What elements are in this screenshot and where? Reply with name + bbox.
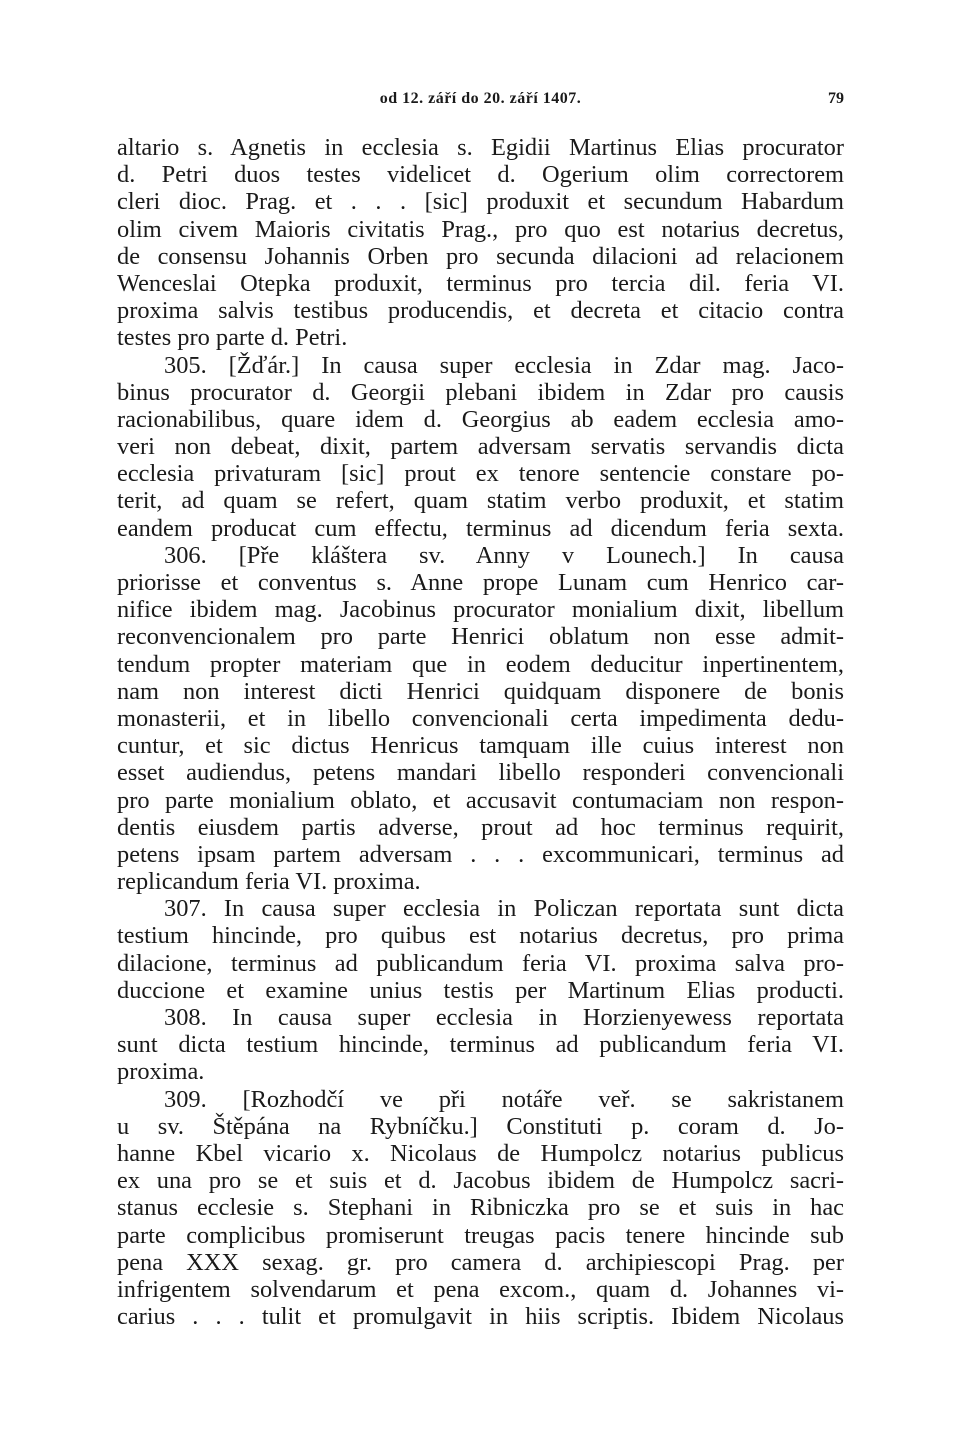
text-line: altario s. Agnetis in ecclesia s. Egidii Martinus Elias procurator [117,134,844,161]
text-line: olim civem Maioris civitatis Prag., pro quo est notarius decretus, [117,215,844,243]
text-line: parte complicibus promiserunt treugas pacis tenere hincinde sub [117,1221,844,1249]
text-line: Wenceslai Otepka produxit, terminus pro tercia dil. feria VI. [117,269,844,297]
text-line: nam non interest dicti Henrici quidquam disponere de bonis [117,677,844,705]
text-line: dentis eiusdem partis adverse, prout ad hoc terminus requirit, [117,813,844,841]
text-line: 305. [Žďár.] In causa super ecclesia in Zdar mag. Jaco- [164,351,844,379]
text-line: hanne Kbel vicario x. Nicolaus de Humpolcz notarius publicus [117,1139,844,1167]
text-line: pena XXX sexag. gr. pro camera d. archipiescopi Prag. per [117,1248,844,1276]
text-line: 306. [Pře kláštera sv. Anny v Lounech.] In causa [164,541,844,569]
text-line: reconvencionalem pro parte Henrici oblatum non esse admit- [117,623,844,651]
running-title: od 12. září do 20. září 1407. [379,90,582,107]
body-text [117,134,844,1330]
text-line: sunt dicta testium hincinde, terminus ad publicandum feria VI. [117,1031,844,1059]
text-line: binus procurator d. Georgii plebani ibidem in Zdar pro causis [117,378,844,406]
text-line: eandem producat cum effectu, terminus ad dicendum feria sexta. [117,514,844,542]
text-line: ex una pro se et suis et d. Jacobus ibidem de Humpolcz sacri- [117,1167,844,1195]
text-line: de consensu Johannis Orben pro secunda dilacioni ad relacionem [117,242,844,270]
text-line: proxima salvis testibus producendis, et decreta et citacio contra [117,297,844,325]
text-line: ecclesia privaturam [sic] prout ex tenore sentencie constare po- [117,460,844,488]
text-line: replicandum feria VI. proxima. [117,868,421,896]
text-line: tendum propter materiam que in eodem deducitur inpertinentem, [117,650,844,678]
text-line: veri non debeat, dixit, partem adversam servatis servandis dicta [117,433,844,461]
document-page [117,86,844,1330]
text-line: testes pro parte d. Petri. [117,324,348,352]
text-line: terit, ad quam se refert, quam statim verbo produxit, et statim [117,487,844,515]
text-line: d. Petri duos testes videlicet d. Ogerium olim correctorem [117,161,844,189]
text-line: carius . . . tulit et promulgavit in hiis scriptis. Ibidem Nicolaus [117,1303,844,1331]
text-line: pro parte monialium oblato, et accusavit contumaciam non respon- [117,786,844,814]
page-number: 79 [828,90,844,107]
text-line: proxima. [117,1058,205,1086]
text-line: monasterii, et in libello convencionali certa impedimenta dedu- [117,704,844,732]
text-line: racionabilibus, quare idem d. Georgius ab eadem ecclesia amo- [117,405,844,433]
text-line: 307. In causa super ecclesia in Policzan reportata sunt dicta [164,895,844,923]
text-line: petens ipsam partem adversam . . . excommunicari, terminus ad [117,840,844,868]
text-line: priorisse et conventus s. Anne prope Lunam cum Henrico car- [117,569,844,596]
text-line: 308. In causa super ecclesia in Horzienyewess reportata [164,1004,844,1031]
text-line: infrigentem solvendarum et pena excom., quam d. Johannes vi- [117,1275,844,1303]
text-line: u sv. Štěpána na Rybníčku.] Constituti p. coram d. Jo- [117,1112,844,1140]
text-line: stanus ecclesie s. Stephani in Ribniczka pro se et suis in hac [117,1194,844,1222]
text-line: esset audiendus, petens mandari libello responderi convencionali [117,759,844,787]
text-line: 309. [Rozhodčí ve při notáře veř. se sakristanem [164,1085,844,1113]
text-line: dilacione, terminus ad publicandum feria VI. proxima salva pro- [117,949,844,977]
text-line: nifice ibidem mag. Jacobinus procurator monialium dixit, libellum [117,596,844,624]
running-head [117,86,844,116]
text-line: cuntur, et sic dictus Henricus tamquam ille cuius interest non [117,732,844,760]
text-line: duccione et examine unius testis per Martinum Elias producti. [117,976,844,1004]
text-line: cleri dioc. Prag. et . . . [sic] produxit et secundum Habardum [117,188,844,216]
text-line: testium hincinde, pro quibus est notarius decretus, pro prima [117,922,844,950]
